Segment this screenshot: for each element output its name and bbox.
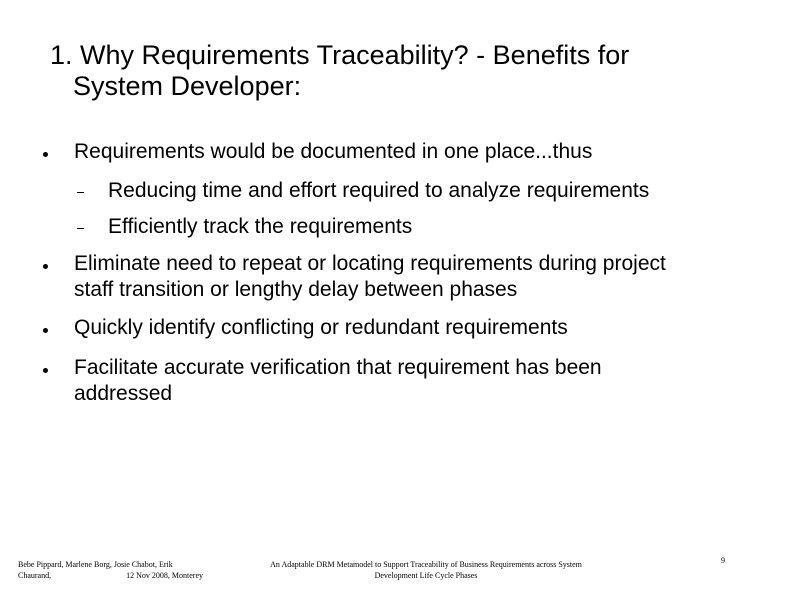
bullet-item-conflicting [74, 315, 774, 341]
slide-title [50, 40, 770, 102]
bullet-text: Requirements would be documented in one place...thus [74, 140, 593, 163]
slide-title-line-2: System Developer: [73, 71, 302, 101]
footer-date-location: 12 Nov 2008, Monterey [126, 571, 203, 580]
footer-authors-line-1: Bebe Pippard, Marlene Borg, Josie Chabot, Erik [18, 560, 173, 569]
footer-authors-name: Chaurand, [18, 571, 52, 580]
page-number: 9 [721, 556, 725, 565]
sub-bullet-item-reducing-time [108, 178, 768, 204]
footer-presentation-title [246, 559, 606, 581]
bullet-item-documented [74, 139, 774, 165]
footer-authors-line-2 [18, 570, 203, 581]
bullet-text-line-1: Eliminate need to repeat or locating requirements during project [74, 252, 666, 275]
sub-bullet-text: Reducing time and effort required to analyze requirements [108, 179, 650, 202]
bullet-text-line-2: addressed [74, 382, 173, 405]
bullet-text-line-1: Facilitate accurate verification that requirement has been [74, 356, 602, 379]
footer-title-line-2: Development Life Cycle Phases [374, 571, 478, 580]
slide-title-line-1: 1. Why Requirements Traceability? - Benefits for [50, 40, 630, 70]
bullet-item-eliminate [74, 251, 774, 303]
bullet-text-line-2: staff transition or lengthy delay between phases [74, 278, 518, 301]
sub-bullet-item-track [108, 214, 768, 240]
footer-authors [18, 559, 203, 581]
footer-title-line-1: An Adaptable DRM Metamodel to Support Traceability of Business Requirements across System [270, 560, 582, 569]
sub-bullet-text: Efficiently track the requirements [108, 215, 413, 238]
bullet-item-verification [74, 355, 774, 407]
bullet-text: Quickly identify conflicting or redundant requirements [74, 316, 568, 339]
